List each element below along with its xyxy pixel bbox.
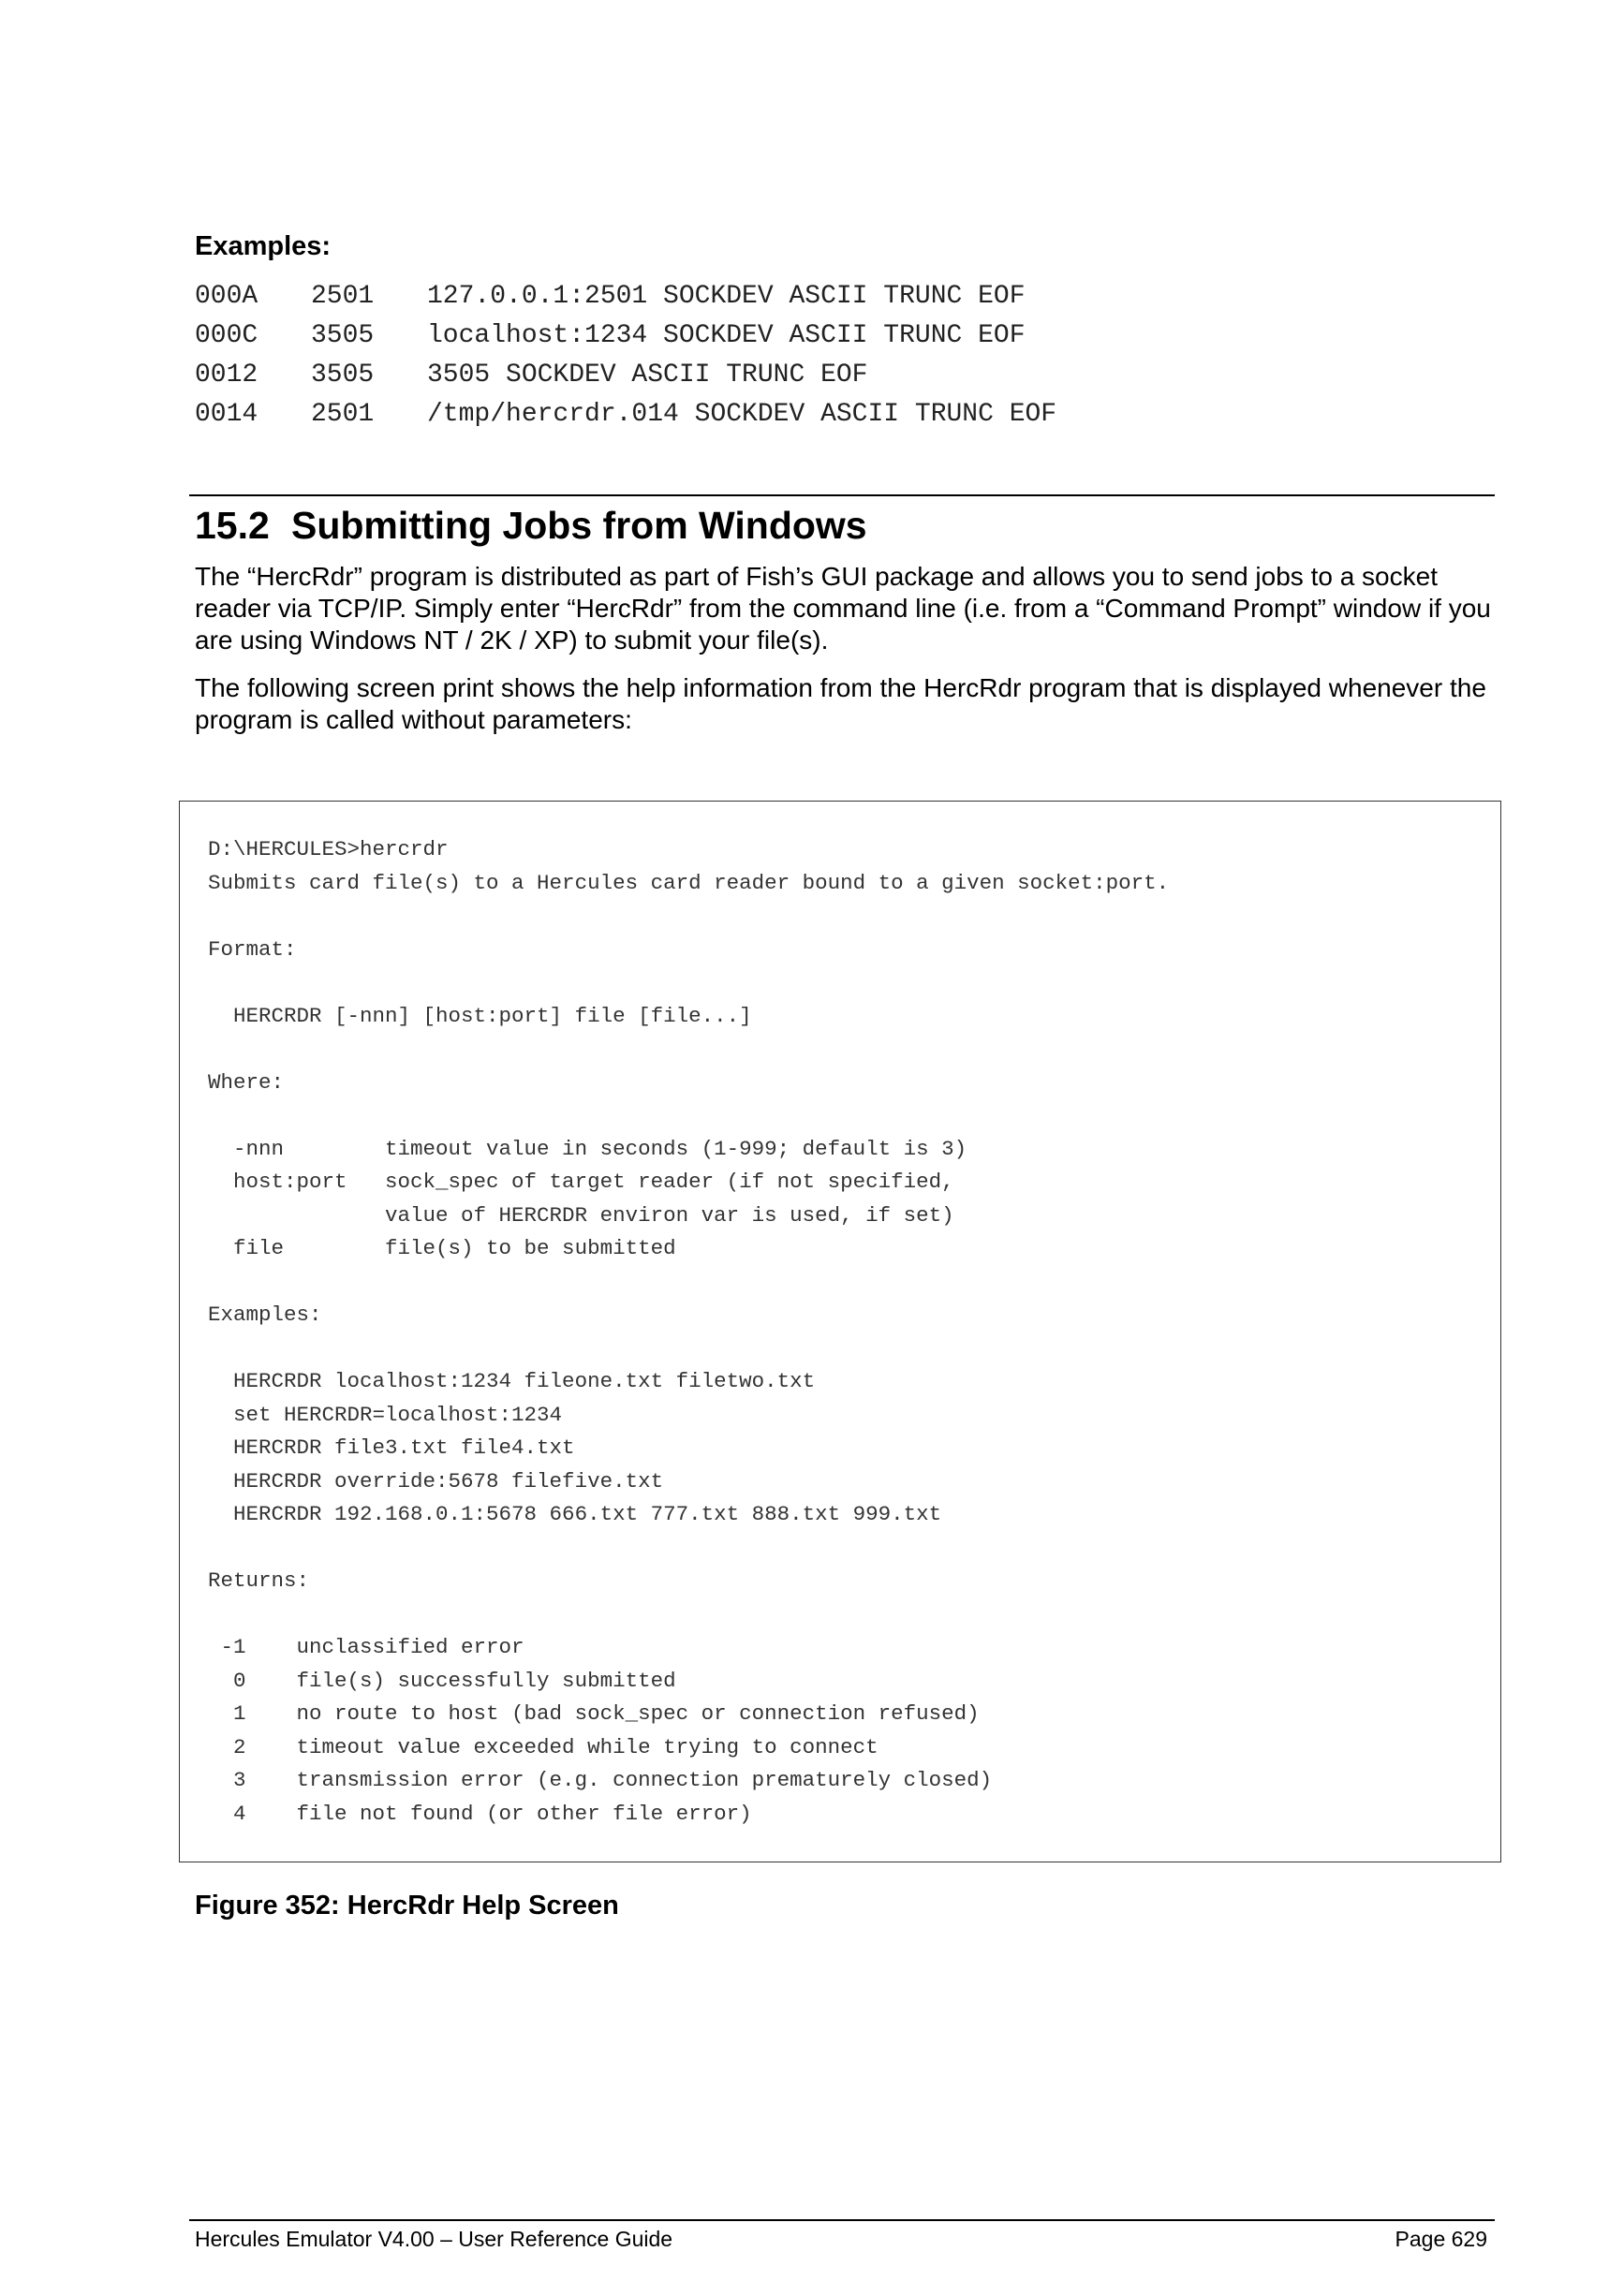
device-arguments: /tmp/hercrdr.014 SOCKDEV ASCII TRUNC EOF: [427, 400, 1057, 429]
footer-document-title: Hercules Emulator V4.00 – User Reference Guide: [195, 2227, 673, 2251]
device-type: 3505: [311, 361, 375, 390]
examples-list: [195, 277, 1056, 434]
section-number: 15.2: [195, 504, 270, 547]
example-row: [195, 395, 1056, 434]
device-type: 3505: [311, 321, 375, 350]
examples-heading: Examples:: [195, 231, 332, 261]
device-address: 000C: [195, 321, 258, 350]
device-address: 000A: [195, 282, 258, 311]
intro-paragraph: The “HercRdr” program is distributed as part of Fish’s GUI package and allows you to send jobs to a socket reader via TCP/IP. Simply enter “HercRdr” from the command line (i.e. from a “Command Prompt” window if you are using Windows NT / 2K / XP) to submit your file(s).: [195, 562, 1491, 655]
footer-divider: [189, 2219, 1495, 2221]
device-address: 0012: [195, 361, 258, 390]
terminal-output: D:\HERCULES>hercrdr Submits card file(s) to a Hercules card reader bound to a given socket:port. Format: HERCRDR [-nnn] [host:port] file [file...] Where: -nnn timeout value in seconds (1-999; default is 3) host:port sock_spec of target reader (if not specified, value of HERCRDR environ var is used, if set) file file(s) to be submitted Examples: HERCRDR localhost:1234 fileone.txt filetwo.txt set HERCRDR=localhost:1234 HERCRDR file3.txt file4.txt HERCRDR override:5678 filefive.txt HERCRDR 192.168.0.1:5678 666.txt 777.txt 888.txt 999.txt Returns: -1 unclassified error 0 file(s) successfully submitted 1 no route to host (bad sock_spec or connection refused) 2 timeout value exceeded while trying to connect 3 transmission error (e.g. connection prematurely closed) 4 file not found (or other file error): [208, 837, 1170, 1826]
footer-page-number: Page 629: [1395, 2227, 1487, 2251]
device-arguments: localhost:1234 SOCKDEV ASCII TRUNC EOF: [427, 321, 1026, 350]
section-title-text: Submitting Jobs from Windows: [291, 504, 867, 547]
figure-caption: Figure 352: HercRdr Help Screen: [195, 1891, 619, 1921]
device-type: 2501: [311, 400, 375, 429]
device-type: 2501: [311, 282, 375, 311]
example-row: [195, 356, 1056, 395]
device-arguments: 3505 SOCKDEV ASCII TRUNC EOF: [427, 361, 868, 390]
screen-print-paragraph: The following screen print shows the help information from the HercRdr program that is displayed whenever the program is called without parameters:: [195, 673, 1486, 734]
section-title: [195, 500, 867, 551]
section-divider: [189, 494, 1495, 496]
device-address: 0014: [195, 400, 258, 429]
device-arguments: 127.0.0.1:2501 SOCKDEV ASCII TRUNC EOF: [427, 282, 1026, 311]
example-row: [195, 277, 1056, 316]
example-row: [195, 316, 1056, 356]
